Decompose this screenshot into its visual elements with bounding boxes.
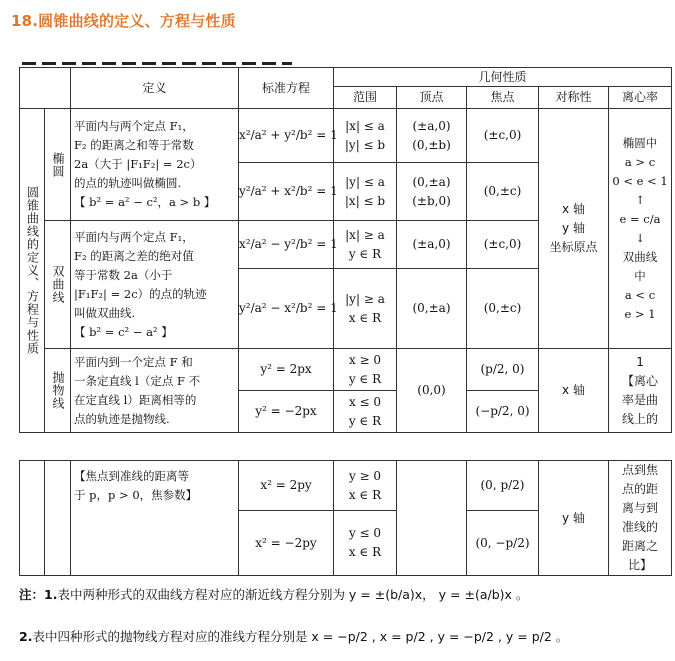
parabola-eccentricity-2: 点到焦 点的距 离与到 准线的 距离之 比】 (609, 461, 672, 576)
parabola-range-2: x ≤ 0 y ∈ R (334, 391, 397, 433)
eccentricity-cell: 椭圆中 a > c 0 < e < 1 ↑ e = c/a ↓ 双曲线 中 a < c e > 1 (609, 109, 672, 349)
parabola-vertex: (0,0) (397, 349, 467, 433)
note-1-prefix: 注：1. (19, 587, 58, 602)
parabola-focus-4: (0, −p/2) (467, 511, 539, 576)
page-title: 18.圆锥曲线的定义、方程与性质 (11, 12, 236, 30)
note-2 (19, 627, 568, 645)
side-label: 圆锥曲线的定义、方程与性质 (20, 109, 45, 433)
ellipse-focus-1: (±c,0) (467, 109, 539, 163)
ellipse-focus-2: (0,±c) (467, 163, 539, 221)
parabola-name: 抛物线 (45, 349, 71, 433)
hyperbola-eq-1: x²/a² − y²/b² = 1 (239, 221, 334, 269)
hyperbola-vertex-1: (±a,0) (397, 221, 467, 269)
header-definition: 定义 (71, 68, 239, 109)
parabola-definition: 平面内到一个定点 F 和 一条定直线 l（定点 F 不 在定直线 l）距离相等的 点的轨迹是抛物线. (71, 349, 239, 433)
header-eccentricity: 离心率 (609, 87, 672, 109)
parabola-table-continued (19, 460, 672, 576)
note-2-text: 表中四种形式的抛物线方程对应的准线方程分别是 x = −p/2 , x = p/2 , y = −p/2 , y = p/2 。 (32, 629, 569, 644)
ellipse-vertex-2: (0,±a) (±b,0) (397, 163, 467, 221)
parabola-focus-2: (−p/2, 0) (467, 391, 539, 433)
hyperbola-range-2: |y| ≥ a x ∈ R (334, 269, 397, 349)
parabola-eq-1: y² = 2px (239, 349, 334, 391)
hyperbola-range-1: |x| ≥ a y ∈ R (334, 221, 397, 269)
note-1 (19, 585, 528, 603)
note-2-prefix: 2. (19, 629, 33, 644)
hyperbola-eq-2: y²/a² − x²/b² = 1 (239, 269, 334, 349)
header-symmetry: 对称性 (539, 87, 609, 109)
parabola-eq-2: y² = −2px (239, 391, 334, 433)
parabola-eq-4: x² = −2py (239, 511, 334, 576)
conic-table (19, 67, 672, 433)
header-vertex: 顶点 (397, 87, 467, 109)
parabola-focus-3: (0, p/2) (467, 461, 539, 511)
ellipse-name: 椭圆 (45, 109, 71, 221)
parabola-symmetry-y: y 轴 (539, 461, 609, 576)
note-1-text: 表中两种形式的双曲线方程对应的渐近线方程分别为 y = ±(b/a)x， y = ±(a/b)x 。 (57, 587, 529, 602)
header-range: 范围 (334, 87, 397, 109)
hyperbola-focus-1: (±c,0) (467, 221, 539, 269)
ellipse-eq-2: y²/a² + x²/b² = 1 (239, 163, 334, 221)
hyperbola-name: 双曲线 (45, 221, 71, 349)
parabola-eccentricity-1: 1 【离心 率是曲 线上的 (609, 349, 672, 433)
ellipse-range-1: |x| ≤ a |y| ≤ b (334, 109, 397, 163)
hyperbola-vertex-2: (0,±a) (397, 269, 467, 349)
ellipse-vertex-1: (±a,0) (0,±b) (397, 109, 467, 163)
parabola-range-4: y ≤ 0 x ∈ R (334, 511, 397, 576)
parabola-range-1: x ≥ 0 y ∈ R (334, 349, 397, 391)
parabola-range-3: y ≥ 0 x ∈ R (334, 461, 397, 511)
hyperbola-definition: 平面内与两个定点 F₁， F₂ 的距离之差的绝对值 等于常数 2a（小于 |F₁F₂| = 2c）的点的轨迹 叫做双曲线. 【 b² = c² − a² 】 (71, 221, 239, 349)
parabola-focus-1: (p/2, 0) (467, 349, 539, 391)
symmetry-axes: x 轴 y 轴 坐标原点 (539, 109, 609, 349)
parabola-eq-3: x² = 2py (239, 461, 334, 511)
header-geometry: 几何性质 (334, 68, 672, 87)
header-standard-eq: 标准方程 (239, 68, 334, 109)
parabola-definition-2: 【焦点到准线的距离等 于 p，p > 0，焦参数】 (71, 461, 239, 576)
hyperbola-focus-2: (0,±c) (467, 269, 539, 349)
header-focus: 焦点 (467, 87, 539, 109)
parabola-symmetry-x: x 轴 (539, 349, 609, 433)
ellipse-definition: 平面内与两个定点 F₁， F₂ 的距离之和等于常数 2a（大于 |F₁F₂| = 2c） 的点的轨迹叫做椭圆. 【 b² = a² − c²，a > b 】 (71, 109, 239, 221)
ellipse-range-2: |y| ≤ a |x| ≤ b (334, 163, 397, 221)
ellipse-eq-1: x²/a² + y²/b² = 1 (239, 109, 334, 163)
scan-artifact (22, 62, 292, 65)
